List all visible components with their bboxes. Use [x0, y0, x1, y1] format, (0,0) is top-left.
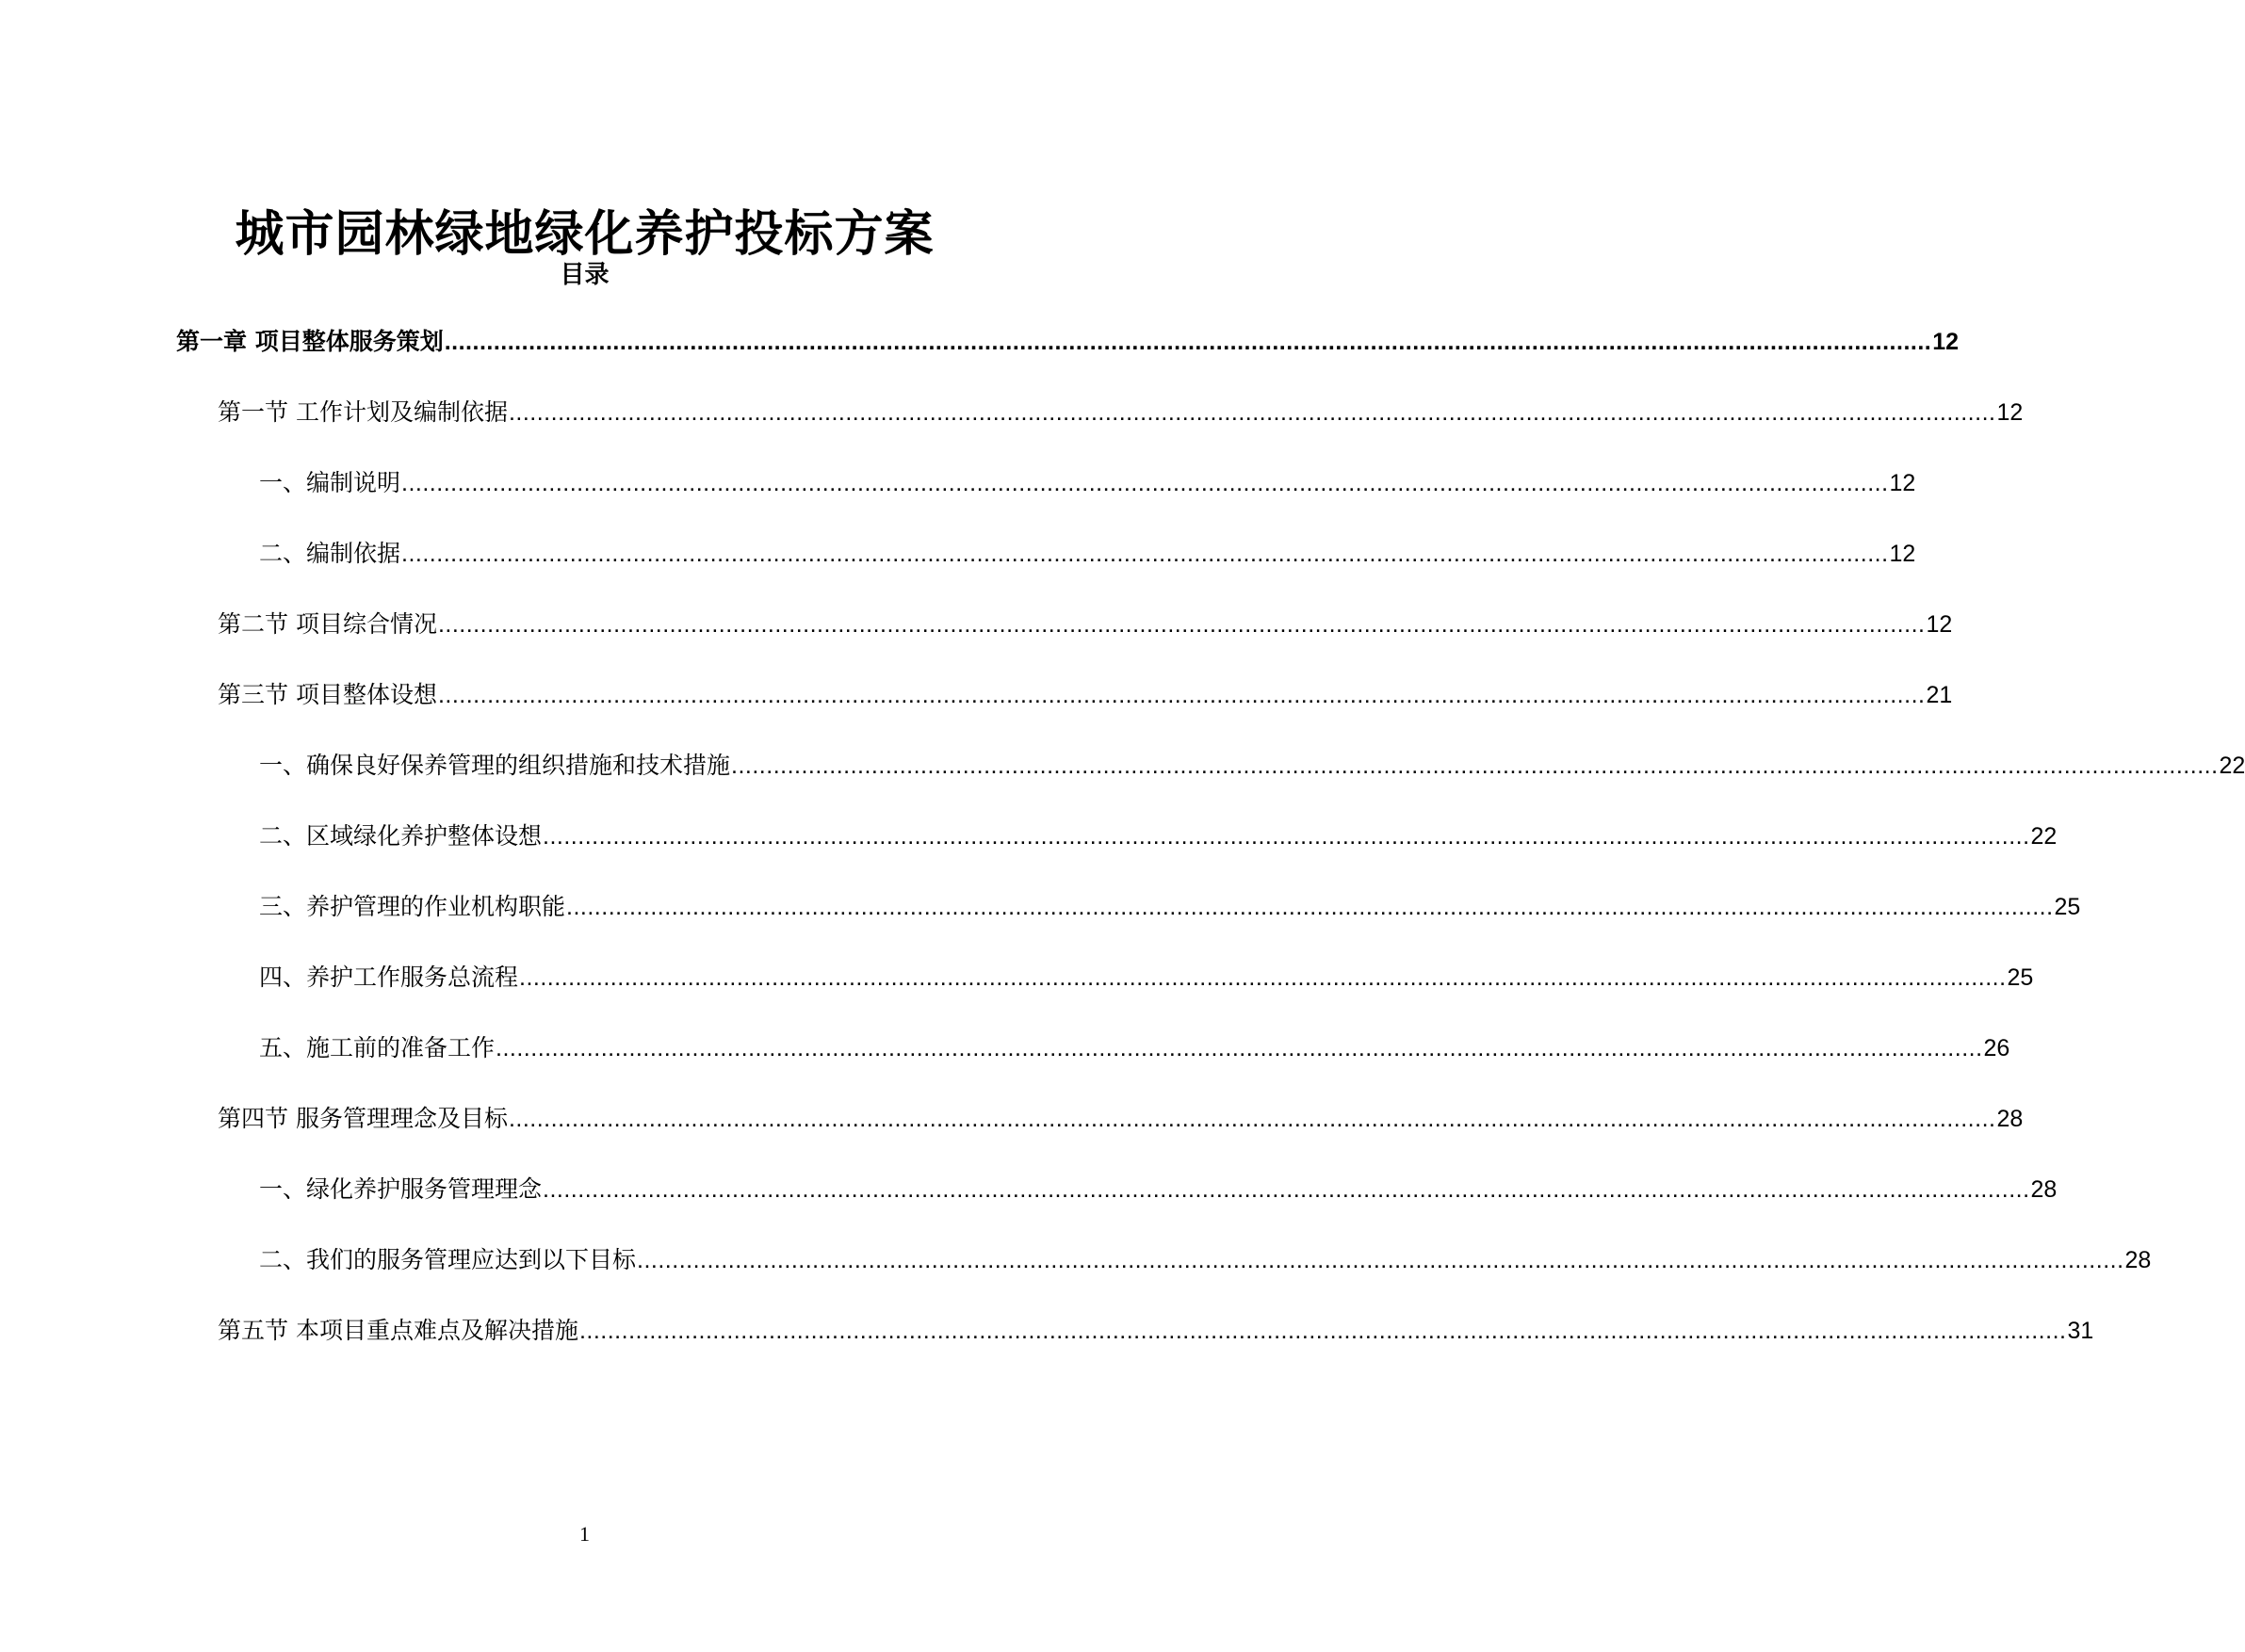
- toc-entry-chapter-1[interactable]: [176, 320, 1960, 358]
- toc-entry-page: 28: [2030, 1176, 2058, 1203]
- toc-entry-page: 31: [2067, 1318, 2094, 1344]
- toc-dot-leader: ....................................................................................................................................................................................................................: [496, 1035, 1983, 1061]
- toc-entry-label: 一、确保良好保养管理的组织措施和技术措施: [259, 752, 731, 779]
- toc-entry-label: 三、养护管理的作业机构职能: [259, 893, 566, 920]
- toc-entry-section-1-3[interactable]: [218, 673, 1953, 711]
- toc-dot-leader: ....................................................................................................................................................................................................................: [437, 682, 1926, 708]
- toc-dot-leader: ....................................................................................................................................................................................................................: [508, 399, 1996, 426]
- toc-entry-page: 28: [2124, 1247, 2152, 1273]
- toc-entry-page: 21: [1926, 682, 1953, 708]
- toc-entry-page: 28: [1996, 1106, 2024, 1132]
- toc-entry-label: 第五节 本项目重点难点及解决措施: [218, 1317, 578, 1344]
- toc-entry-section-1-1[interactable]: [218, 391, 2024, 429]
- toc-entry-section-1-2[interactable]: [218, 603, 1953, 640]
- toc-entry-page: 25: [2054, 894, 2081, 920]
- toc-entry-label: 第一章 项目整体服务策划: [176, 328, 444, 355]
- toc-dot-leader: ....................................................................................................................................................................................................................: [519, 964, 2007, 991]
- toc-entry-page: 22: [2219, 753, 2245, 779]
- toc-entry-label: 二、区域绿化养护整体设想: [259, 822, 543, 850]
- toc-entry-item[interactable]: [259, 1027, 2010, 1064]
- document-title: 城市园林绿地绿化养护投标方案: [235, 205, 935, 263]
- toc-dot-leader: ....................................................................................................................................................................................................................: [637, 1247, 2124, 1273]
- toc-dot-leader: ....................................................................................................................................................................................................................: [444, 329, 1932, 355]
- toc-entry-label: 一、编制说明: [259, 469, 401, 496]
- toc-entry-label: 四、养护工作服务总流程: [259, 964, 519, 991]
- toc-entry-item[interactable]: [259, 462, 1916, 499]
- toc-entry-item[interactable]: [259, 532, 1916, 570]
- toc-dot-leader: ....................................................................................................................................................................................................................: [578, 1318, 2067, 1344]
- toc-entry-item[interactable]: [259, 815, 2058, 852]
- toc-dot-leader: ....................................................................................................................................................................................................................: [401, 541, 1889, 567]
- toc-dot-leader: ....................................................................................................................................................................................................................: [543, 1176, 2030, 1203]
- toc-entry-label: 第四节 服务管理理念及目标: [218, 1105, 508, 1132]
- toc-dot-leader: ....................................................................................................................................................................................................................: [401, 470, 1889, 496]
- toc-dot-leader: ....................................................................................................................................................................................................................: [566, 894, 2054, 920]
- toc-dot-leader: ....................................................................................................................................................................................................................: [437, 611, 1926, 638]
- toc-entry-item[interactable]: [259, 1239, 2152, 1276]
- toc-entry-section-1-4[interactable]: [218, 1097, 2024, 1135]
- toc-dot-leader: ....................................................................................................................................................................................................................: [731, 753, 2219, 779]
- toc-entry-label: 第二节 项目综合情况: [218, 610, 437, 638]
- toc-entry-page: 26: [1983, 1035, 2010, 1061]
- toc-entry-item[interactable]: [259, 744, 2245, 782]
- toc-entry-label: 二、我们的服务管理应达到以下目标: [259, 1246, 637, 1273]
- toc-entry-item[interactable]: [259, 1168, 2058, 1206]
- toc-entry-section-1-5[interactable]: [218, 1309, 2094, 1347]
- toc-entry-page: 12: [1932, 329, 1960, 355]
- toc-entry-label: 第三节 项目整体设想: [218, 681, 437, 708]
- toc-entry-label: 一、绿化养护服务管理理念: [259, 1175, 543, 1203]
- toc-entry-label: 五、施工前的准备工作: [259, 1034, 496, 1061]
- toc-dot-leader: ....................................................................................................................................................................................................................: [543, 823, 2030, 850]
- toc-dot-leader: ....................................................................................................................................................................................................................: [508, 1106, 1996, 1132]
- toc-entry-page: 12: [1996, 399, 2024, 426]
- page-number: 1: [579, 1522, 590, 1546]
- toc-entry-page: 12: [1889, 541, 1916, 567]
- toc-entry-page: 22: [2030, 823, 2058, 850]
- toc-heading: 目录: [560, 261, 610, 289]
- toc-entry-item[interactable]: [259, 956, 2034, 994]
- toc-entry-label: 第一节 工作计划及编制依据: [218, 398, 508, 426]
- toc-entry-label: 二、编制依据: [259, 540, 401, 567]
- toc-entry-item[interactable]: [259, 885, 2081, 923]
- toc-entry-page: 12: [1926, 611, 1953, 638]
- toc-entry-page: 12: [1889, 470, 1916, 496]
- toc-entry-page: 25: [2007, 964, 2034, 991]
